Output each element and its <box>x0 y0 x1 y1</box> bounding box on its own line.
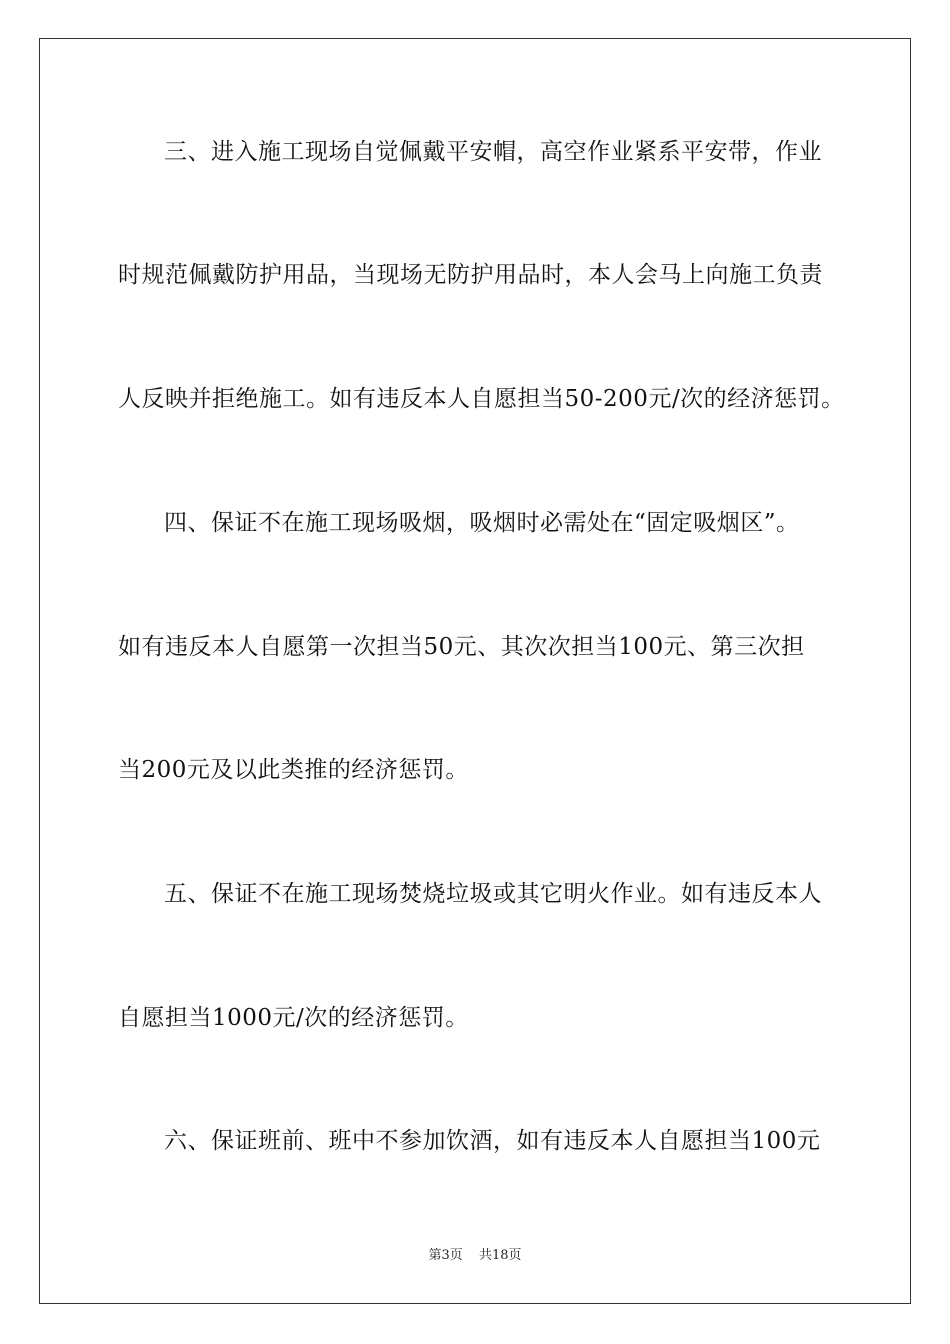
paragraph-line: 时规范佩戴防护用品，当现场无防护用品时，本人会马上向施工负责 <box>118 262 823 288</box>
paragraph-line: 六、保证班前、班中不参加饮酒，如有违反本人自愿担当100元 <box>164 1128 821 1154</box>
page-footer <box>0 1247 950 1265</box>
page-total: 共18页 <box>478 1248 522 1263</box>
paragraph-line: 如有违反本人自愿第一次担当50元、其次次担当100元、第三次担 <box>118 634 805 660</box>
paragraph-line: 五、保证不在施工现场焚烧垃圾或其它明火作业。如有违反本人 <box>164 881 822 907</box>
paragraph-line: 自愿担当1000元/次的经济惩罚。 <box>118 1005 469 1031</box>
paragraph-line: 人反映并拒绝施工。如有违反本人自愿担当50-200元/次的经济惩罚。 <box>118 386 845 412</box>
paragraph-line: 三、进入施工现场自觉佩戴平安帽，高空作业紧系平安带，作业 <box>164 139 822 165</box>
page-frame <box>39 38 911 1304</box>
paragraph-line: 当200元及以此类推的经济惩罚。 <box>118 757 469 783</box>
page-number: 第3页 <box>428 1248 463 1263</box>
paragraph-line: 四、保证不在施工现场吸烟，吸烟时必需处在“固定吸烟区”。 <box>164 510 800 536</box>
